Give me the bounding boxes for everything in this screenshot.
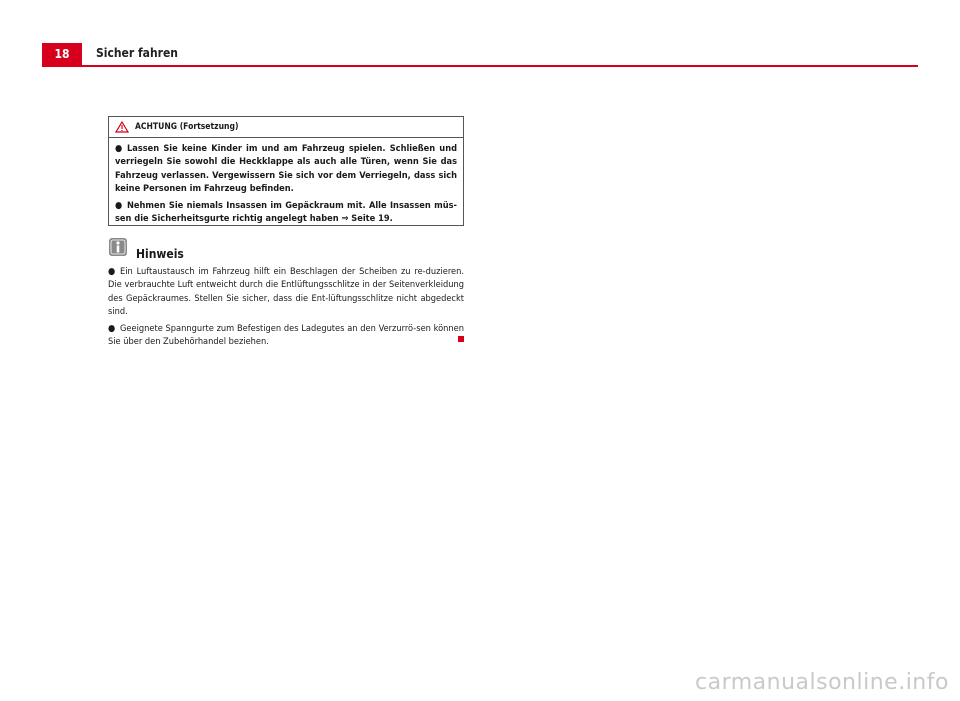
- bullet-icon: ●: [115, 200, 123, 212]
- section-end-mark: [458, 336, 464, 342]
- warning-item: ● Nehmen Sie niemals Insassen im Gepäckraum mit. Alle Insassen müs-sen die Sicherheitsgurte richtig angelegt haben ⇒ Seite 19.: [115, 200, 457, 225]
- page-header: [42, 43, 918, 67]
- note-item: ● Geeignete Spanngurte zum Befestigen des Ladegutes an den Verzurrö-sen können Sie über den Zubehörhandel beziehen.: [108, 323, 464, 348]
- warning-item: ● Lassen Sie keine Kinder im und am Fahrzeug spielen. Schließen und verriegeln Sie sowohl die Heckklappe als auch alle Türen, wenn Sie das Fahrzeug verlassen. Vergewissern Sie sich vor dem Verriegeln, dass sich keine Personen im Fahrzeug befinden.: [115, 143, 457, 194]
- section-title: Sicher fahren: [96, 46, 178, 60]
- note-body: [108, 265, 464, 353]
- warning-box: [108, 116, 464, 226]
- bullet-icon: ●: [108, 266, 116, 277]
- info-note-icon: [108, 237, 128, 261]
- note-item: ● Ein Luftaustausch im Fahrzeug hilft ein Beschlagen der Scheiben zu re-duzieren. Die verbrauchte Luft entweicht durch die Entlüftungsschlitze in der Seitenverkleidung des Gepäckraumes. Stellen Sie sicher, dass die Ent-lüftungsschlitze nicht abgedeckt sind.: [108, 266, 464, 317]
- bullet-icon: ●: [115, 143, 123, 154]
- warning-header: [109, 117, 463, 138]
- page-number: 18: [42, 43, 82, 65]
- bullet-icon: ●: [108, 323, 116, 335]
- header-rule: [42, 65, 918, 67]
- warning-triangle-icon: [115, 118, 129, 137]
- note-title: Hinweis: [136, 247, 184, 261]
- warning-body: [109, 138, 463, 226]
- watermark: carmanualsonline.info: [695, 670, 949, 695]
- note-header: [108, 237, 184, 261]
- warning-title: ACHTUNG (Fortsetzung): [135, 122, 239, 132]
